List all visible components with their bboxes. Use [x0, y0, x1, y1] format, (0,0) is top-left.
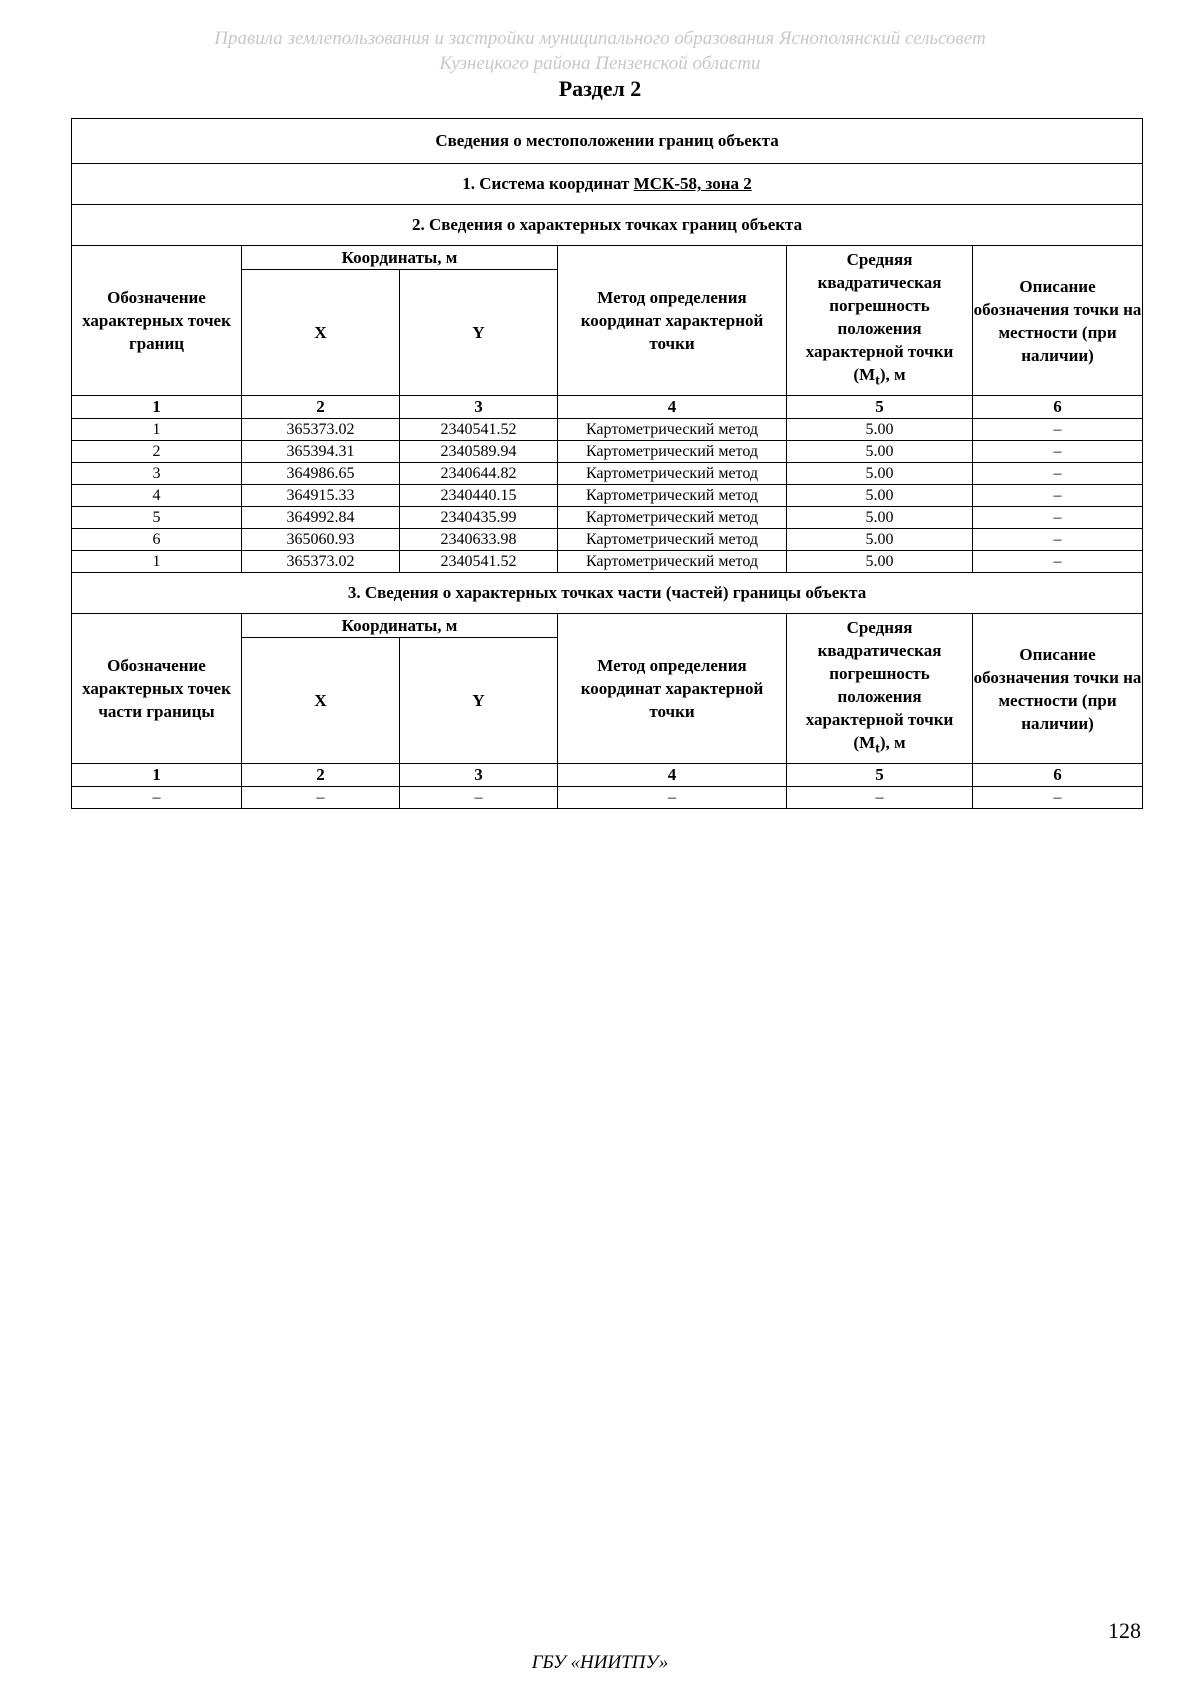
- table-cell: 4: [72, 485, 242, 507]
- column-number: 5: [787, 764, 973, 787]
- header-error: [787, 246, 973, 396]
- header-x-parts: X: [242, 638, 400, 764]
- table-cell: 364915.33: [242, 485, 400, 507]
- column-number: 6: [973, 396, 1143, 419]
- table-cell: –: [973, 787, 1143, 809]
- header-error-suffix: ), м: [879, 733, 906, 753]
- table-cell: Картометрический метод: [558, 441, 787, 463]
- table-cell: –: [72, 787, 242, 809]
- column-number: 1: [72, 396, 242, 419]
- table-cell: Картометрический метод: [558, 419, 787, 441]
- header-error-suffix: ), м: [879, 365, 906, 385]
- table-cell: 5.00: [787, 529, 973, 551]
- column-number: 3: [400, 764, 558, 787]
- footer-organization: ГБУ «НИИТПУ»: [531, 1652, 669, 1673]
- document-header-line-1: Правила землепользования и застройки муниципального образования Яснополянский сельсовет: [214, 28, 986, 49]
- table-cell: 2340541.52: [400, 419, 558, 441]
- point-row: [72, 507, 1143, 529]
- table-cell: 364986.65: [242, 463, 400, 485]
- column-numbers-row: [72, 396, 1143, 419]
- part-row: [72, 787, 1143, 809]
- header-y-parts: Y: [400, 638, 558, 764]
- column-number: 2: [242, 764, 400, 787]
- table-cell: Картометрический метод: [558, 507, 787, 529]
- parts-heading: 3. Сведения о характерных точках части (частей) границы объекта: [72, 573, 1143, 614]
- header-error-subscript: t: [875, 372, 880, 389]
- column-number: 5: [787, 396, 973, 419]
- table-cell: 2340440.15: [400, 485, 558, 507]
- header-coordinates: Координаты, м: [242, 246, 558, 270]
- header-designation: Обозначение характерных точек границ: [72, 246, 242, 396]
- table-cell: 5.00: [787, 551, 973, 573]
- table-cell: 5.00: [787, 441, 973, 463]
- table-cell: –: [973, 463, 1143, 485]
- table-cell: Картометрический метод: [558, 485, 787, 507]
- table-cell: 2340589.94: [400, 441, 558, 463]
- header-error-prefix: Средняя квадратическая погрешность положения характерной точки (M: [805, 618, 954, 753]
- table-cell: 1: [72, 551, 242, 573]
- table-cell: 2: [72, 441, 242, 463]
- table-cell: 365373.02: [242, 551, 400, 573]
- table-cell: –: [973, 485, 1143, 507]
- table-cell: –: [242, 787, 400, 809]
- header-y: Y: [400, 270, 558, 396]
- column-number: 4: [558, 764, 787, 787]
- header-x: X: [242, 270, 400, 396]
- table-cell: 1: [72, 419, 242, 441]
- header-method-parts: Метод определения координат характерной точки: [558, 614, 787, 764]
- coord-system-row: [72, 164, 1143, 205]
- boundary-table: [71, 118, 1143, 809]
- header-description-parts: Описание обозначения точки на местности (при наличии): [973, 614, 1143, 764]
- column-numbers-row-parts: [72, 764, 1143, 787]
- document-header-line-2: Кузнецкого района Пензенской области: [439, 53, 761, 74]
- header-description: Описание обозначения точки на местности (при наличии): [973, 246, 1143, 396]
- point-row: [72, 463, 1143, 485]
- table-cell: –: [400, 787, 558, 809]
- table-cell: Картометрический метод: [558, 463, 787, 485]
- header-error-prefix: Средняя квадратическая погрешность положения характерной точки (M: [805, 250, 954, 385]
- table-cell: –: [973, 507, 1143, 529]
- table-cell: 5.00: [787, 507, 973, 529]
- table-cell: 5.00: [787, 419, 973, 441]
- column-number: 6: [973, 764, 1143, 787]
- column-number: 4: [558, 396, 787, 419]
- coord-system-value: МСК-58, зона 2: [633, 174, 752, 193]
- section-title: Раздел 2: [558, 76, 642, 101]
- table-cell: Картометрический метод: [558, 551, 787, 573]
- table-cell: 2340541.52: [400, 551, 558, 573]
- table-cell: –: [558, 787, 787, 809]
- header-error-parts: [787, 614, 973, 764]
- coord-system-label: 1. Система координат: [462, 174, 634, 193]
- table-cell: –: [973, 441, 1143, 463]
- header-method: Метод определения координат характерной точки: [558, 246, 787, 396]
- table-cell: 365060.93: [242, 529, 400, 551]
- table-cell: –: [973, 529, 1143, 551]
- table-cell: 6: [72, 529, 242, 551]
- header-coordinates-parts: Координаты, м: [242, 614, 558, 638]
- table-title: Сведения о местоположении границ объекта: [72, 119, 1143, 164]
- document-header: [0, 26, 1200, 76]
- header-designation-parts: Обозначение характерных точек части границы: [72, 614, 242, 764]
- table-cell: –: [787, 787, 973, 809]
- table-cell: 3: [72, 463, 242, 485]
- page-number: 128: [1108, 1618, 1141, 1643]
- table-cell: –: [973, 551, 1143, 573]
- points-heading: 2. Сведения о характерных точках границ объекта: [72, 205, 1143, 246]
- table-cell: –: [973, 419, 1143, 441]
- point-row: [72, 441, 1143, 463]
- point-row: [72, 551, 1143, 573]
- table-cell: 2340644.82: [400, 463, 558, 485]
- table-cell: 2340435.99: [400, 507, 558, 529]
- table-cell: 5.00: [787, 463, 973, 485]
- table-cell: 5.00: [787, 485, 973, 507]
- table-cell: 364992.84: [242, 507, 400, 529]
- point-row: [72, 485, 1143, 507]
- header-error-subscript: t: [875, 740, 880, 757]
- column-number: 1: [72, 764, 242, 787]
- table-cell: 365373.02: [242, 419, 400, 441]
- table-cell: 5: [72, 507, 242, 529]
- table-cell: Картометрический метод: [558, 529, 787, 551]
- point-row: [72, 529, 1143, 551]
- column-number: 3: [400, 396, 558, 419]
- table-cell: 365394.31: [242, 441, 400, 463]
- table-cell: 2340633.98: [400, 529, 558, 551]
- point-row: [72, 419, 1143, 441]
- column-number: 2: [242, 396, 400, 419]
